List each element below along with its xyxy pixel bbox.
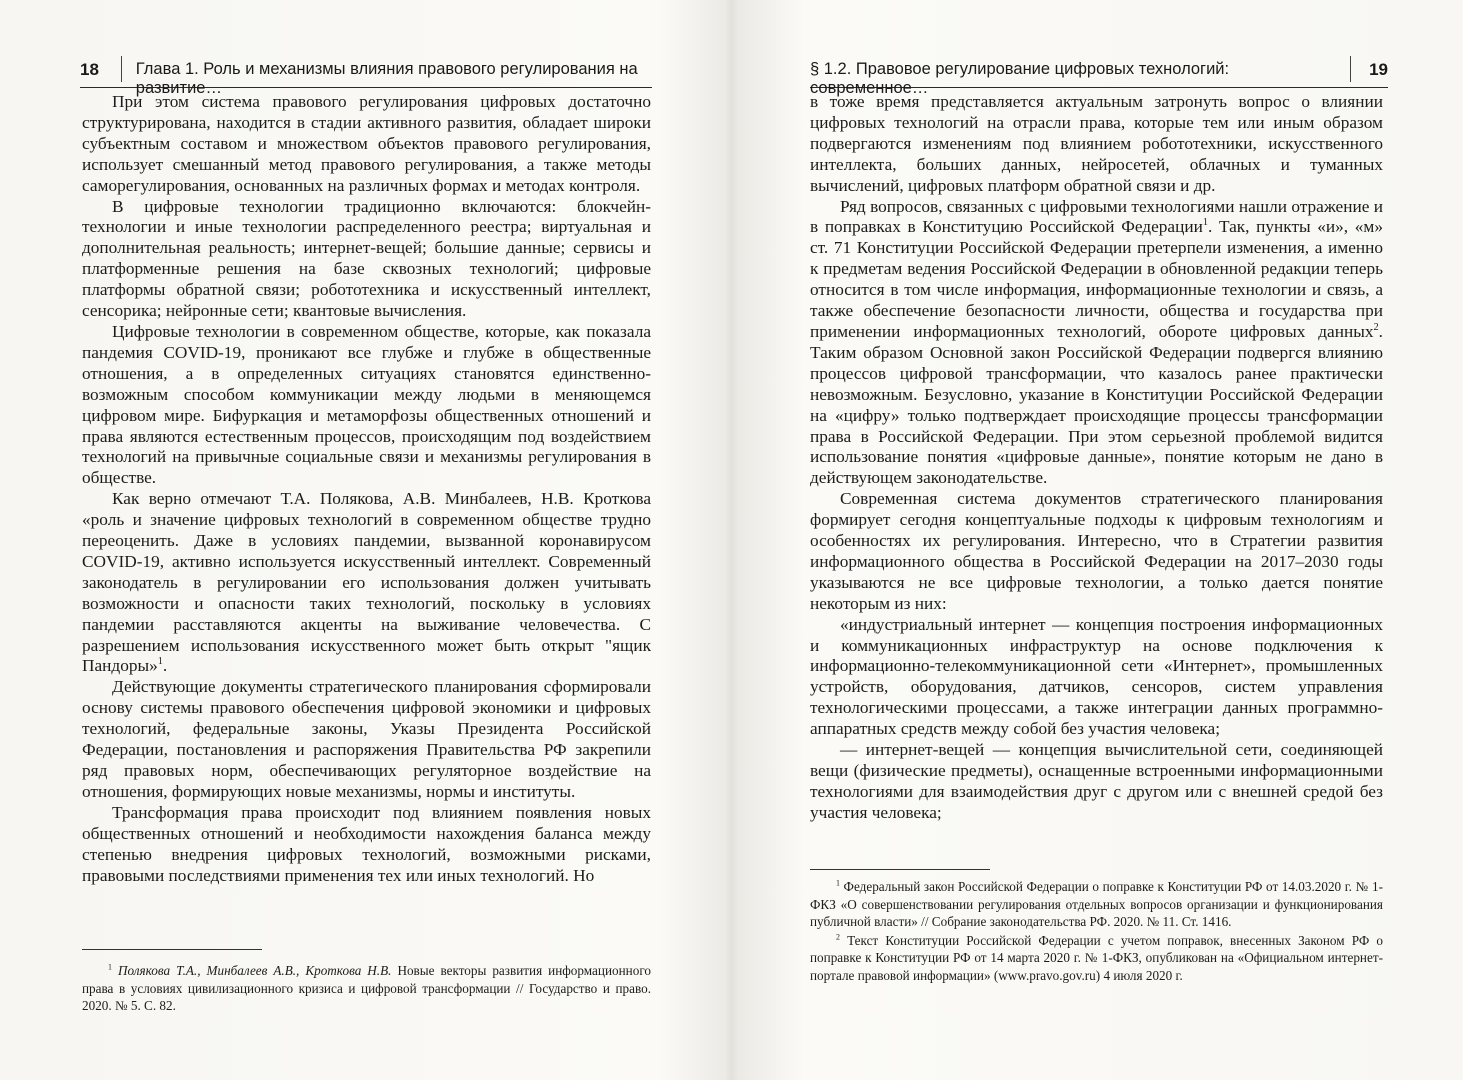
paragraph-text: Ряд вопросов, связанных с цифровыми технологиями нашли отражение и в поправках в Конституцию Российской Федерации <box>810 196 1383 237</box>
running-head-separator <box>1350 56 1351 82</box>
left-footnote-rule <box>82 949 262 950</box>
footnote-text: Федеральный закон Российской Федерации о поправке к Конституции РФ от 14.03.2020 г. № 1-ФКЗ «О совершенствовании регулирования отдельных вопросов организации и функционирования публичной власти» // Собрание законодательства РФ. 2020. № 11. Ст. 1416. <box>810 879 1383 930</box>
paragraph: В цифровые технологии традиционно включаются: блокчейн-технологии и иные технологии распределенного реестра; виртуальная и дополнительная реальность; интернет-вещей; большие данные; сервисы и платформенные решения на базе сквозных технологий; цифровые платформы обратной связи; робототехника и искусственный интеллект, сенсорика; нейронные сети; квантовые вычисления. <box>82 196 651 321</box>
right-running-head-title: § 1.2. Правовое регулирование цифровых технологий: современное… <box>810 60 1230 97</box>
paragraph: — интернет-вещей — концепция вычислительной сети, соединяющей вещи (физические предметы), оснащенные встроенными информационными технологиями для взаимодействия друг с другом или с внешней средой без участия человека; <box>810 740 1383 822</box>
footnote-number: 2 <box>836 932 840 942</box>
footnote-marker: 1 <box>157 656 163 668</box>
paragraph: Трансформация права происходит под влиянием появления новых общественных отношений и необходимости нахождения баланса между степенью внедрения цифровых технологий, возможными рисками, правовыми последствиями применения тех или иных технологий. Но <box>82 802 651 885</box>
right-running-head <box>810 52 1388 97</box>
paragraph: «индустриальный интернет — концепция построения информационных и коммуникационных инфраструктур на основе подключения к информационно-телекоммуникационной сети «Интернет», промышленных устройств, оборудования, датчиков, сенсоров, систем управления технологическими процессами, а также интеграции данных программно-аппаратных средств между собой без участия человека; <box>810 614 1383 739</box>
left-body-text <box>82 92 651 886</box>
paragraph-text: . Так, пункты «и», «м» ст. 71 Конституции Российской Федерации претерпели изменения, а именно к предметам ведения Российской Федерации в обновленной редакции теперь относится в том числе информация, информационные технологии и связь, а также обеспечение безопасности личности, общества и государства при применении информационных технологий, обороте цифровых данных <box>810 217 1383 341</box>
footnote-number: 1 <box>108 962 112 972</box>
footnote <box>82 962 651 1015</box>
paragraph: При этом система правового регулирования цифровых достаточно структурирована, находится в стадии активного развития, обладает широки субъектным составом и множеством объектов правового регулирования, использует смешанный метод правового регулирования, а также методы саморегулирования, основанных на различных формах и методах контроля. <box>82 92 651 195</box>
footnote <box>810 878 1383 931</box>
left-page <box>0 0 731 1080</box>
footnote-text: Новые векторы развития информационного права в условиях цивилизационного кризиса и цифровой трансформации // Государство и право. 2020. № 5. С. 82. <box>82 963 651 1014</box>
paragraph-text: . Таким образом Основной закон Российской Федерации подвергся влиянию процессов цифровой трансформации, что казалось ранее практически невозможным. Безусловно, указание в Конституции Российской Федерации на «цифру» только подтверждает происходящие процессы трансформации права в Российской Федерации. При этом серьезной проблемой видится использование понятия «цифровые данные», понятие которым не дано в действующем законодательстве. <box>810 321 1383 488</box>
footnote-text: Текст Конституции Российской Федерации с учетом поправок, внесенных Законом РФ о поправке к Конституции РФ от 14 марта 2020 г. № 1-ФКЗ, опубликован на «Официальном интернет-портале правовой информации» (www.pravo.gov.ru) 4 июля 2020 г. <box>810 932 1383 983</box>
right-footnote-rule <box>810 869 990 870</box>
right-body-text <box>810 92 1383 824</box>
paragraph-text: Как верно отмечают Т.А. Полякова, А.В. Минбалеев, Н.В. Кроткова «роль и значение цифровых технологий в современном обществе трудно переоценить. Даже в условиях пандемии, вызванной коронавирусом COVID-19, активно используется искусственный интеллект. Современный законодатель в регулировании его использования должен учитывать возможности и опасности таких технологий, поскольку в условиях пандемии расставляются акценты на выживание человечества. С разрешением использования искусственного может быть открыт "ящик Пандоры» <box>82 489 651 676</box>
paragraph-with-footnote <box>82 489 651 677</box>
running-head-separator <box>121 56 122 82</box>
right-footnotes <box>810 878 1383 986</box>
paragraph: Современная система документов стратегического планирования формирует сегодня концептуальные подходы к цифровым технологиям и особенностях их регулирования. Интересно, что в Стратегии развития информационного общества в Российской Федерации на 2017–2030 годы указываются не все цифровые технологии, а только дается понятие некоторым из них: <box>810 489 1383 613</box>
footnote-marker: 1 <box>1202 217 1209 229</box>
paragraph: Цифровые технологии в современном обществе, которые, как показала пандемия COVID-19, проникают все глубже и глубже в общественные отношения, а в определенных ситуациях становятся единственно-возможным способом коммуникации между людьми в меняющемся цифровом мире. Бифуркация и метаморфозы общественных отношений и права являются естественным процессов, происходящим под воздействием технологий на привычные социальные связи и механизмы регулирования в обществе. <box>82 321 651 488</box>
footnote-marker: 2 <box>1373 322 1379 334</box>
left-running-head-title: Глава 1. Роль и механизмы влияния правового регулирования на развитие… <box>135 60 638 97</box>
right-page-number: 19 <box>1369 60 1388 79</box>
footnote-authors: Полякова Т.А., Минбалеев А.В., Кроткова Н.В. <box>117 963 392 978</box>
footnote <box>810 932 1383 985</box>
paragraph-text-end: . <box>162 656 168 676</box>
paragraph-continued: в тоже время представляется актуальным затронуть вопрос о влиянии цифровых технологий на отрасли права, которые тем или иным образом подвергаются изменениям под влиянием робототехники, искусственного интеллекта, больших данных, нейросетей, облачных и туманных вычислений, цифровых платформ обратной связи и др. <box>810 92 1383 195</box>
right-page <box>732 0 1463 1080</box>
left-footnotes <box>82 962 651 1016</box>
left-page-number: 18 <box>80 60 99 79</box>
left-running-head <box>80 52 652 97</box>
footnote-number: 1 <box>836 878 840 888</box>
paragraph-with-footnotes <box>810 197 1383 490</box>
paragraph: Действующие документы стратегического планирования сформировали основу системы правового обеспечения цифровой экономики и цифровых технологий, федеральные законы, Указы Президента Российской Федерации, постановления и распоряжения Правительства РФ закрепили ряд правовых норм, обеспечивающих регуляторное воздействие на отношения, формирующих новые механизмы, нормы и институты. <box>82 677 651 801</box>
